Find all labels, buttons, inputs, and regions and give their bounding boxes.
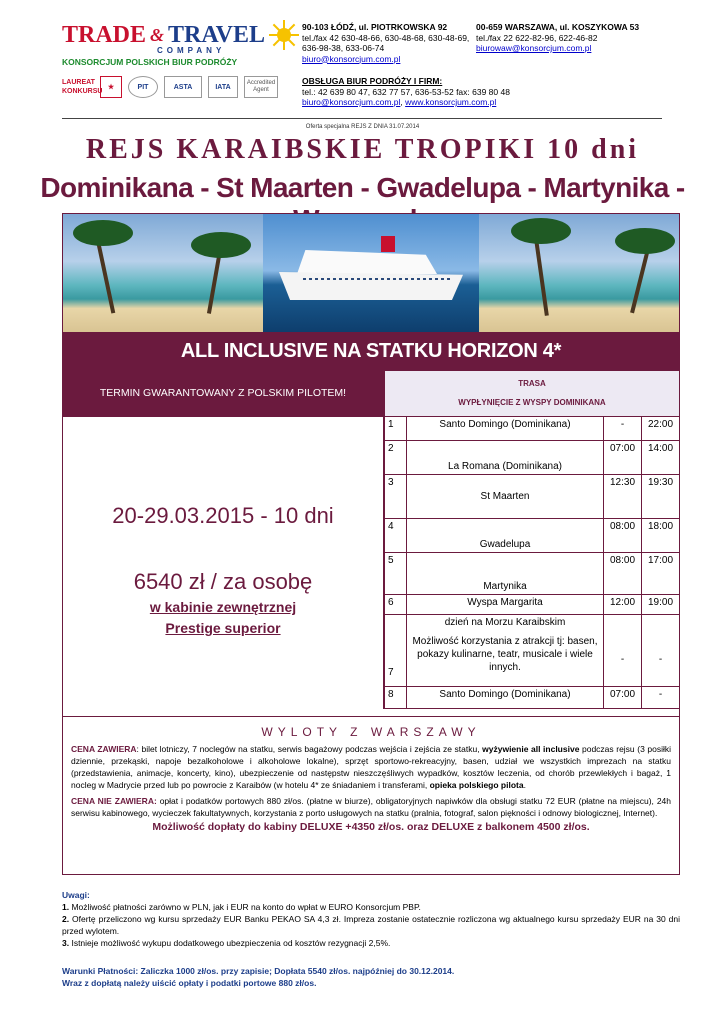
route-departure: 19:00	[642, 595, 680, 615]
note-number: 1.	[62, 902, 70, 912]
beach-left-image	[63, 214, 263, 332]
address-warszawa	[476, 22, 646, 54]
logo-travel-text: TRAVEL	[168, 21, 265, 48]
route-place: St Maarten	[407, 475, 604, 519]
page-title: REJS KARAIBSKIE TROPIKI 10 dni	[85, 134, 640, 165]
address-warszawa-street: 00-659 WARSZAWA, ul. KOSZYKOWA 53	[476, 22, 640, 32]
route-day: 3	[385, 475, 407, 519]
logo-konsorcjum-text: KONSORCJUM POLSKICH BIUR PODRÓŻY	[62, 57, 238, 67]
route-departure: 17:00	[642, 553, 680, 595]
price-excludes-text: opłat i podatków portowych 880 zł/os. (płatne w biurze), obligatoryjnych napiwków dla obsługi statku 72 EUR (płatne na miejscu), 24h serwisu kabinowego, wycieczek fakultatywnych, korzystania z porto usługowych na statku (pralnia, fotograf, salon piękności i odnowy biologicznej, Internet).	[71, 796, 672, 818]
pit-badge-icon: PIT	[128, 76, 158, 98]
route-arrival: 08:00	[604, 519, 642, 553]
cruise-ship-image	[263, 214, 479, 332]
route-day: 6	[385, 595, 407, 615]
address-obsluga	[302, 76, 632, 108]
payment-terms-line-1: Warunki Płatności: Zaliczka 1000 zł/os. przy zapisie; Dopłata 5540 zł/os. najpóźniej do 30.12.2014.	[62, 966, 455, 976]
address-lodz	[302, 22, 472, 64]
guaranteed-term-label: TERMIN GWARANTOWANY Z POLSKIM PILOTEM!	[63, 370, 383, 416]
route-place: dzień na Morzu Karaibskim	[444, 617, 566, 628]
header	[0, 0, 725, 120]
trade-travel-logo	[62, 20, 292, 67]
route-place: Wyspa Margarita	[407, 595, 604, 615]
offer-summary	[63, 416, 383, 717]
iata-badge-icon: IATA	[208, 76, 238, 98]
offer-cabin-type: w kabinie zewnętrznej	[149, 599, 297, 615]
pilot-emphasis: opieka polskiego pilota	[429, 780, 524, 790]
logo-amp-text: &	[150, 24, 165, 45]
obsluga-phone: tel.: 42 639 80 47, 632 77 57, 636-53-52 fax: 639 80 48	[302, 86, 510, 97]
route-departure: 18:00	[642, 519, 680, 553]
route-departure: 22:00	[642, 417, 680, 441]
note-text: Możliwość płatności zarówno w PLN, jak i EUR na konto do wpłat w EURO Konsorcjum PBP.	[69, 902, 421, 912]
table-row	[385, 553, 680, 595]
header-divider	[62, 118, 662, 119]
table-row	[385, 475, 680, 519]
price-includes-text: : bilet lotniczy, 7 noclegów na statku, serwis bagażowy podczas wejścia i zejścia ze statku,	[136, 744, 483, 754]
route-departure: -	[642, 687, 680, 709]
route-place: Santo Domingo (Dominikana)	[407, 417, 604, 441]
route-place-note: Możliwość korzystania z atrakcji tj: basen, pokazy kulinarne, teatr, musicale i wiele innych.	[412, 636, 598, 673]
note-number: 2.	[62, 914, 70, 924]
asta-badge-icon: ASTA	[164, 76, 202, 98]
route-arrival: 07:00	[604, 441, 642, 475]
offer-table	[62, 369, 680, 717]
payment-terms-line-2: Wraz z dopłatą należy uiścić opłaty i podatki portowe 880 zł/os.	[62, 978, 317, 988]
route-arrival: 08:00	[604, 553, 642, 595]
flights-section	[62, 717, 680, 875]
badges-row	[62, 76, 278, 98]
address-warszawa-phone: tel./fax 22 622-82-96, 622-46-82	[476, 32, 598, 43]
note-number: 3.	[62, 938, 70, 948]
route-place: Santo Domingo (Dominikana)	[407, 687, 604, 709]
note-text: Ofertę przeliczono wg kursu sprzedaży EUR Banku PEKAO SA 4,3 zł. Impreza zostanie ostatecznie rozliczona wg aktualnego kursu sprzedaży EUR na 30 dni przed wylotem.	[62, 914, 680, 936]
all-inclusive-banner: ALL INCLUSIVE NA STATKU HORIZON 4*	[62, 333, 680, 369]
note-1	[62, 901, 680, 913]
price-includes-end: .	[523, 780, 526, 790]
route-departure: 14:00	[642, 441, 680, 475]
flights-title: WYLOTY Z WARSZAWY	[261, 725, 481, 739]
route-table	[383, 370, 679, 709]
award-badge-icon: ★	[100, 76, 122, 98]
price-includes-paragraph	[71, 743, 671, 791]
table-row	[385, 441, 680, 475]
note-3	[62, 937, 680, 949]
email-lodz-link[interactable]: biuro@konsorcjum.com.pl	[302, 53, 401, 64]
note-text: Istnieje możliwość wykupu dodatkowego ubezpieczenia od kosztów rezygnacji 2,5%.	[69, 938, 391, 948]
route-day: 7	[385, 615, 407, 687]
logo-company-text: COMPANY	[157, 46, 226, 55]
route-day: 2	[385, 441, 407, 475]
accredited-agent-badge-icon: Accredited Agent	[244, 76, 278, 98]
route-departure: 19:30	[642, 475, 680, 519]
table-row	[385, 417, 680, 441]
route-arrival: -	[604, 417, 642, 441]
logo-trade-text: TRADE	[62, 21, 147, 48]
email-obsluga-link[interactable]: biuro@konsorcjum.com.pl	[302, 97, 401, 107]
offer-dates: 20-29.03.2015 - 10 dni	[112, 503, 334, 528]
table-row	[385, 595, 680, 615]
deluxe-upgrade-note: Możliwość dopłaty do kabiny DELUXE +4350 zł/os. oraz DELUXE z balkonem 4500 zł/os.	[152, 821, 590, 833]
route-arrival: 07:00	[604, 687, 642, 709]
route-day: 5	[385, 553, 407, 595]
route-arrival: 12:00	[604, 595, 642, 615]
route-place: Gwadelupa	[407, 519, 604, 553]
route-arrival: -	[604, 615, 642, 687]
table-row	[385, 687, 680, 709]
email-warszawa-link[interactable]: biurowaw@konsorcjum.com.pl	[476, 43, 592, 53]
price-includes-text-2: podczas rejsu (3 posiłki dziennie, przekąski, napoje bezalkoholowe i alkoholowe lokalne), sprzęt sportowo-rekreacyjny, basen, udział we wszystkich imprezach na statku (przedstawienia, animacje, koncerty, kino), ubezpieczenie od następstw nieszczęśliwych wypadków, kosztów leczenia, od chorób przewlekłych i bagaż, 1 nocleg w Madrycie przed lub po powrocie z Karaibów (w hotelu 4* ze śniadaniem i transferami,	[71, 744, 671, 790]
price-excludes-paragraph	[71, 795, 671, 819]
price-includes-label: CENA ZAWIERA	[71, 744, 137, 754]
price-excludes-label: CENA NIE ZAWIERA:	[71, 796, 157, 806]
route-departure: -	[642, 615, 680, 687]
all-inclusive-emphasis: wyżywienie all inclusive	[482, 744, 580, 754]
notes-section	[62, 889, 680, 949]
route-heading: TRASA	[518, 379, 546, 388]
table-row	[385, 519, 680, 553]
link-separator: ,	[400, 97, 406, 107]
route-day: 8	[385, 687, 407, 709]
obsluga-heading: OBSŁUGA BIUR PODRÓŻY I FIRM:	[302, 76, 443, 86]
beach-right-image	[479, 214, 679, 332]
laureat-label: LAUREAT KONKURSU	[62, 79, 103, 95]
note-2	[62, 913, 680, 937]
banner-image	[62, 213, 680, 333]
sun-icon	[269, 20, 292, 50]
offer-cabin-class: Prestige superior	[165, 620, 281, 636]
route-place-cell	[407, 615, 604, 687]
payment-terms	[62, 965, 680, 989]
offer-price: 6540 zł / za osobę	[133, 569, 313, 594]
route-place: Martynika	[407, 553, 604, 595]
route-day: 1	[385, 417, 407, 441]
route-day: 4	[385, 519, 407, 553]
address-lodz-phone: tel./fax 42 630-48-66, 630-48-68, 630-48-69, 636-98-38, 633-06-74	[302, 32, 470, 53]
table-row	[385, 615, 680, 687]
notes-heading: Uwagi:	[62, 890, 90, 900]
route-arrival: 12:30	[604, 475, 642, 519]
route-heading-row	[385, 371, 680, 417]
address-lodz-street: 90-103 ŁÓDŹ, ul. PIOTRKOWSKA 92	[302, 22, 448, 32]
route-place: La Romana (Dominikana)	[407, 441, 604, 475]
www-link[interactable]: www.konsorcjum.com.pl	[405, 97, 497, 107]
offer-date-note: Oferta specjalna REJS Z DNIA 31.07.2014	[305, 124, 420, 130]
route-subheading: WYPŁYNIĘCIE Z WYSPY DOMINIKANA	[458, 398, 606, 407]
page-subtitle: Dominikana - St Maarten - Gwadelupa - Martynika -	[40, 172, 685, 203]
